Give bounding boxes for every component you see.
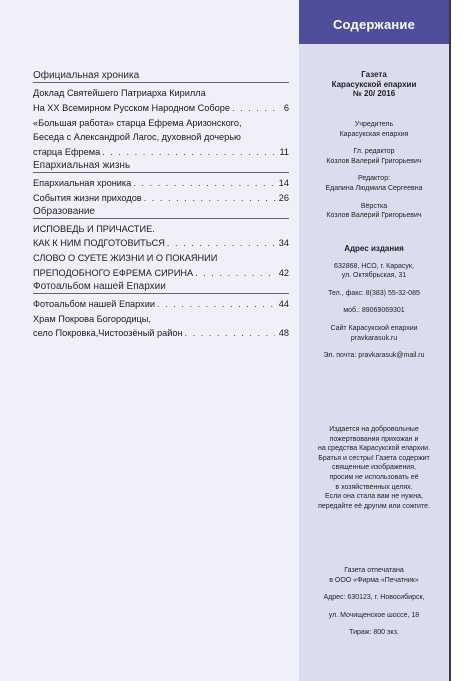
editor: Козлов Валерий Григорьевич (326, 157, 422, 165)
entry-line (33, 222, 289, 237)
toc-section (33, 281, 289, 341)
notice-line: Издается на добровольные (329, 426, 419, 433)
entry-title: На XX Всемирном Русском Народном Соборе (33, 102, 230, 113)
address-line-1: 632868, НСО, г. Карасук, (334, 262, 414, 270)
entry-title: Храм Покрова Богородицы, (33, 313, 151, 324)
entry-line (33, 176, 289, 191)
entry-line (33, 297, 289, 312)
print-line: в ООО «Фирма «Печатник» (329, 576, 419, 584)
print-line: Адрес: 630123, г. Новосибирск, (323, 594, 425, 602)
dot-leader (185, 326, 275, 341)
entry-title: КАК К НИМ ПОДГОТОВИТЬСЯ (33, 238, 165, 249)
entry-title: СЛОВО О СУЕТЕ ЖИЗНИ И О ПОКАЯНИИ (33, 253, 218, 264)
mobile: моб.: 89069069301 (343, 307, 405, 315)
contents-title: Содержание (299, 0, 449, 44)
editor-label: Гл. редактор (353, 148, 395, 156)
section-title: Епархиальная жизнь (33, 160, 289, 173)
dot-leader (167, 236, 275, 251)
notice-line: Братья и сестры! Газета содержит (318, 454, 430, 462)
toc-entry[interactable] (33, 116, 289, 160)
toc-entry[interactable] (33, 297, 289, 312)
address-block (299, 244, 449, 361)
notice-line: священные изображения, (332, 464, 416, 472)
entry-line (33, 145, 289, 160)
dot-leader (102, 145, 275, 160)
newspaper-diocese: Карасукской епархии (331, 79, 417, 89)
issue-number: № 20/ 2016 (352, 89, 396, 99)
dot-leader (144, 191, 275, 206)
layout-label: Вёрстка (360, 202, 388, 210)
notice-line: в хозяйственных целях. (335, 483, 413, 491)
entry-line (33, 101, 289, 116)
entry-title: Фотоальбом нашей Епархии (33, 298, 156, 309)
toc-section (33, 160, 289, 206)
entry-title: Доклад Святейшего Патриарха Кирилла (33, 88, 206, 98)
entry-title: ПРЕПОДОБНОГО ЕФРЕМА СИРИНА (33, 267, 194, 278)
notice-line: на средства Карасукской епархии. (317, 445, 431, 453)
entry-line (33, 326, 289, 341)
address-line-2: ул. Октябрьская, 31 (341, 272, 407, 280)
toc-entry[interactable] (33, 86, 289, 116)
dot-leader (195, 266, 275, 281)
page-number: 6 (283, 102, 289, 113)
print-run: Тираж: 800 экз. (349, 629, 399, 637)
entry-line (33, 312, 289, 327)
print-info (299, 566, 449, 638)
toc-section (33, 70, 289, 160)
redactor-label: Редактор: (357, 175, 391, 183)
entry-line (33, 251, 289, 266)
entry-title: ИСПОВЕДЬ И ПРИЧАСТИЕ. (33, 223, 155, 234)
page-number: 26 (278, 192, 289, 203)
notice-line: передайте её другим или сожгите. (318, 502, 430, 510)
layout-designer: Козлов Валерий Григорьевич (326, 212, 422, 220)
page-number: 42 (278, 267, 289, 278)
section-title: Фотоальбом нашей Епархии (33, 281, 289, 294)
entry-title: Епархиальная хроника (33, 177, 132, 188)
notice-line: пожертвования прихожан и (329, 435, 419, 443)
entry-line (33, 130, 289, 145)
dot-leader (157, 297, 275, 312)
founder-label: Учредитель (354, 121, 394, 128)
entry-line (33, 116, 289, 131)
notice-line: Если она стала вам не нужна, (325, 493, 423, 501)
entry-line (33, 86, 289, 101)
redactor: Едапина Людмила Сергеевна (325, 184, 423, 192)
newspaper-info (299, 70, 449, 99)
site-url[interactable]: pravkarasuk.ru (350, 334, 398, 342)
info-sidebar (299, 0, 449, 681)
toc-entry[interactable] (33, 251, 289, 281)
section-title: Образование (33, 206, 289, 219)
page-number: 44 (278, 298, 289, 309)
toc-entry[interactable] (33, 176, 289, 191)
entry-line (33, 236, 289, 251)
phone: Тел., факс: 8(383) 55-32-085 (328, 289, 420, 297)
dot-leader (232, 101, 280, 116)
email[interactable]: Эл. почта: pravkarasuk@mail.ru (323, 352, 425, 360)
page-number: 34 (278, 238, 289, 249)
entry-title: «Большая работа» старца Ефрема Аризонского, (33, 117, 242, 128)
page-number: 48 (278, 328, 289, 339)
table-of-contents (33, 70, 289, 341)
entry-line (33, 191, 289, 206)
entry-title: село Покровка,Чистоозёный район (33, 328, 183, 339)
newspaper-name: Газета (361, 70, 387, 79)
page-number: 11 (279, 147, 289, 158)
donation-notice (299, 425, 449, 511)
entry-title: События жизни приходов (33, 192, 142, 203)
toc-entry[interactable] (33, 312, 289, 342)
toc-entry[interactable] (33, 222, 289, 252)
toc-entry[interactable] (33, 191, 289, 206)
page-number: 14 (278, 177, 289, 188)
entry-title: Беседа с Александрой Лагос, духовной дочерью (33, 132, 241, 143)
entry-line (33, 266, 289, 281)
credits (299, 120, 449, 221)
founder: Карасукская епархия (339, 130, 409, 138)
page-edge (449, 0, 451, 681)
entry-title: старца Ефрема (33, 147, 101, 158)
toc-section (33, 206, 289, 281)
dot-leader (133, 176, 275, 191)
site-label: Сайт Карасукской епархии (330, 324, 418, 332)
print-line: ул. Мочищенское шоссе, 18 (328, 611, 420, 619)
print-line: Газета отпечатана (344, 567, 404, 574)
section-title: Официальная хроника (33, 70, 289, 83)
notice-line: просим не использовать её (329, 473, 419, 481)
address-label: Адрес издания (344, 244, 404, 253)
